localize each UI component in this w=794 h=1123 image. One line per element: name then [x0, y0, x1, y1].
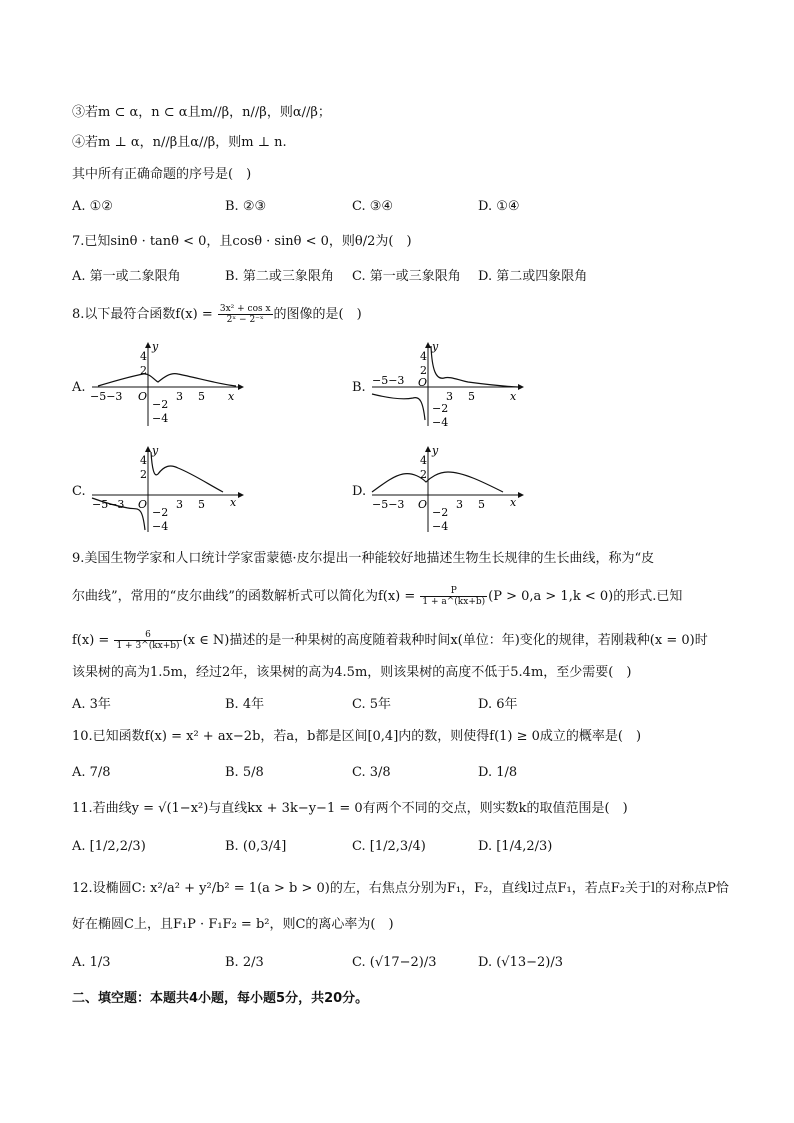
tick-2: 2	[420, 364, 427, 377]
tick-neg2: −2	[152, 506, 169, 519]
question-9-line-3	[72, 630, 708, 651]
tick-neg4: −4	[432, 520, 449, 533]
option-b[interactable]: B. 第二或三象限角	[225, 269, 334, 284]
tick-neg5-neg3: −5−3	[372, 498, 405, 511]
q9-fraction-specific	[114, 630, 181, 651]
y-axis-label: y	[432, 340, 439, 353]
q9-fraction-general	[420, 586, 487, 607]
option-c[interactable]: C. [1/2,3/4)	[352, 839, 426, 854]
tick-2: 2	[140, 364, 147, 377]
tick-neg4: −4	[432, 416, 449, 429]
x-axis-label: x	[510, 390, 517, 403]
graph-c-label[interactable]: C.	[72, 484, 86, 499]
tick-neg2: −2	[432, 506, 449, 519]
graph-b	[368, 340, 528, 430]
option-c[interactable]: C. 3/8	[352, 765, 391, 780]
q9-l3-pre: f(x) =	[72, 633, 114, 648]
q8-text-pre: 8.以下最符合函数f(x) =	[72, 307, 217, 322]
statement-4: ④若m ⊥ α，n//β且α//β，则m ⊥ n.	[72, 135, 287, 150]
q9-text-post: (P > 0,a > 1,k < 0)的形式.已知	[488, 589, 683, 604]
q8-fraction	[218, 304, 273, 325]
graph-a	[88, 340, 248, 430]
tick-3: 3	[176, 498, 183, 511]
tick-neg5-neg3: −5−3	[92, 498, 125, 511]
question-12-line-1: 12.设椭圆C: x²/a² + y²/b² = 1(a > b > 0)的左，右焦点分别为F₁，F₂，直线l过点F₁，若点F₂关于l的对称点P恰	[72, 881, 729, 896]
question-12-line-2: 好在椭圆C上，且F₁P · F₁F₂ = b²，则C的离心率为( )	[72, 917, 394, 932]
tick-neg2: −2	[152, 398, 169, 411]
graph-d-label[interactable]: D.	[352, 484, 367, 499]
q8-numerator: 3x² + cos x	[219, 304, 271, 314]
option-c[interactable]: C. 第一或三象限角	[352, 269, 461, 284]
option-b[interactable]: B. ②③	[225, 199, 267, 214]
option-c[interactable]: C. (√17−2)/3	[352, 955, 437, 970]
x-axis-label: x	[228, 390, 235, 403]
origin-label: O	[418, 376, 428, 389]
option-c[interactable]: C. 5年	[352, 697, 392, 712]
tick-2: 2	[140, 468, 147, 481]
option-a[interactable]: A. 7/8	[72, 765, 111, 780]
statement-3: ③若m ⊂ α，n ⊂ α且m//β，n//β，则α//β；	[72, 105, 331, 120]
origin-label: O	[418, 498, 428, 511]
q9b-denominator: 1 + 3^(kx+b)	[116, 641, 180, 651]
tick-3: 3	[176, 390, 183, 403]
q9-text-pre: 尔曲线”，常用的“皮尔曲线”的函数解析式可以简化为f(x) =	[72, 589, 420, 604]
tick-neg4: −4	[152, 520, 169, 533]
tick-3: 3	[446, 390, 453, 403]
option-b[interactable]: B. 4年	[225, 697, 265, 712]
origin-label: O	[138, 390, 148, 403]
option-d[interactable]: D. 第二或四象限角	[478, 269, 588, 284]
tick-4: 4	[420, 454, 427, 467]
q8-text-post: 的图像的是( )	[273, 307, 362, 322]
question-9-line-2	[72, 586, 682, 607]
q9b-numerator: 6	[114, 630, 181, 641]
tick-neg5-neg3: −5−3	[372, 374, 405, 387]
tick-4: 4	[140, 350, 147, 363]
option-a[interactable]: A. [1/2,2/3)	[72, 839, 146, 854]
option-d[interactable]: D. 1/8	[478, 765, 518, 780]
x-axis-label: x	[230, 496, 237, 509]
option-d[interactable]: D. [1/4,2/3)	[478, 839, 553, 854]
graph-b-label[interactable]: B.	[352, 380, 366, 395]
option-b[interactable]: B. 2/3	[225, 955, 264, 970]
option-d[interactable]: D. ①④	[478, 199, 520, 214]
question-9-line-4: 该果树的高为1.5m，经过2年，该果树的高为4.5m，则该果树的高度不低于5.4m，至少需要( )	[72, 665, 632, 680]
x-axis-label: x	[510, 496, 517, 509]
y-axis-label: y	[432, 444, 439, 457]
question-11-stem: 11.若曲线y = √(1−x²)与直线kx + 3k−y−1 = 0有两个不同的交点，则实数k的取值范围是( )	[72, 801, 628, 816]
tick-neg4: −4	[152, 412, 169, 425]
option-d[interactable]: D. 6年	[478, 697, 518, 712]
tick-5: 5	[468, 390, 475, 403]
question-8-stem	[72, 304, 362, 325]
question-6-prompt: 其中所有正确命题的序号是( )	[72, 167, 252, 182]
tick-5: 5	[198, 498, 205, 511]
option-c[interactable]: C. ③④	[352, 199, 394, 214]
tick-neg2: −2	[432, 402, 449, 415]
origin-label: O	[138, 498, 148, 511]
question-10-stem: 10.已知函数f(x) = x² + ax−2b，若a，b都是区间[0,4]内的数，则使得f(1) ≥ 0成立的概率是( )	[72, 729, 642, 744]
tick-5: 5	[478, 498, 485, 511]
option-a[interactable]: A. 3年	[72, 697, 111, 712]
option-a[interactable]: A. 1/3	[72, 955, 111, 970]
q9-l3-post: (x ∈ N)描述的是一种果树的高度随着栽种时间x(单位：年)变化的规律，若刚栽种(x = 0)时	[182, 633, 708, 648]
graph-d	[368, 444, 528, 534]
tick-5: 5	[198, 390, 205, 403]
tick-neg5-neg3: −5−3	[90, 390, 123, 403]
tick-4: 4	[420, 350, 427, 363]
y-axis-label: y	[152, 444, 159, 457]
tick-3: 3	[456, 498, 463, 511]
tick-4: 4	[140, 454, 147, 467]
option-d[interactable]: D. (√13−2)/3	[478, 955, 564, 970]
question-7-stem: 7.已知sinθ · tanθ < 0，且cosθ · sinθ < 0，则θ/2为( )	[72, 234, 412, 249]
y-axis-label: y	[152, 340, 159, 353]
graph-c	[88, 444, 248, 534]
graph-a-label[interactable]: A.	[72, 380, 86, 395]
option-b[interactable]: B. (0,3/4]	[225, 839, 287, 854]
option-b[interactable]: B. 5/8	[225, 765, 264, 780]
q9a-denominator: 1 + a^(kx+b)	[422, 597, 486, 607]
option-a[interactable]: A. ①②	[72, 199, 113, 214]
section-2-heading: 二、填空题：本题共4小题，每小题5分，共20分。	[72, 991, 369, 1006]
q9a-numerator: P	[420, 586, 487, 597]
option-a[interactable]: A. 第一或二象限角	[72, 269, 181, 284]
question-9-line-1: 9.美国生物学家和人口统计学家雷蒙德·皮尔提出一种能较好地描述生物生长规律的生长曲线，称为“皮	[72, 551, 655, 566]
q8-denominator: 2ˣ − 2⁻ˣ	[226, 315, 264, 325]
tick-2: 2	[420, 468, 427, 481]
